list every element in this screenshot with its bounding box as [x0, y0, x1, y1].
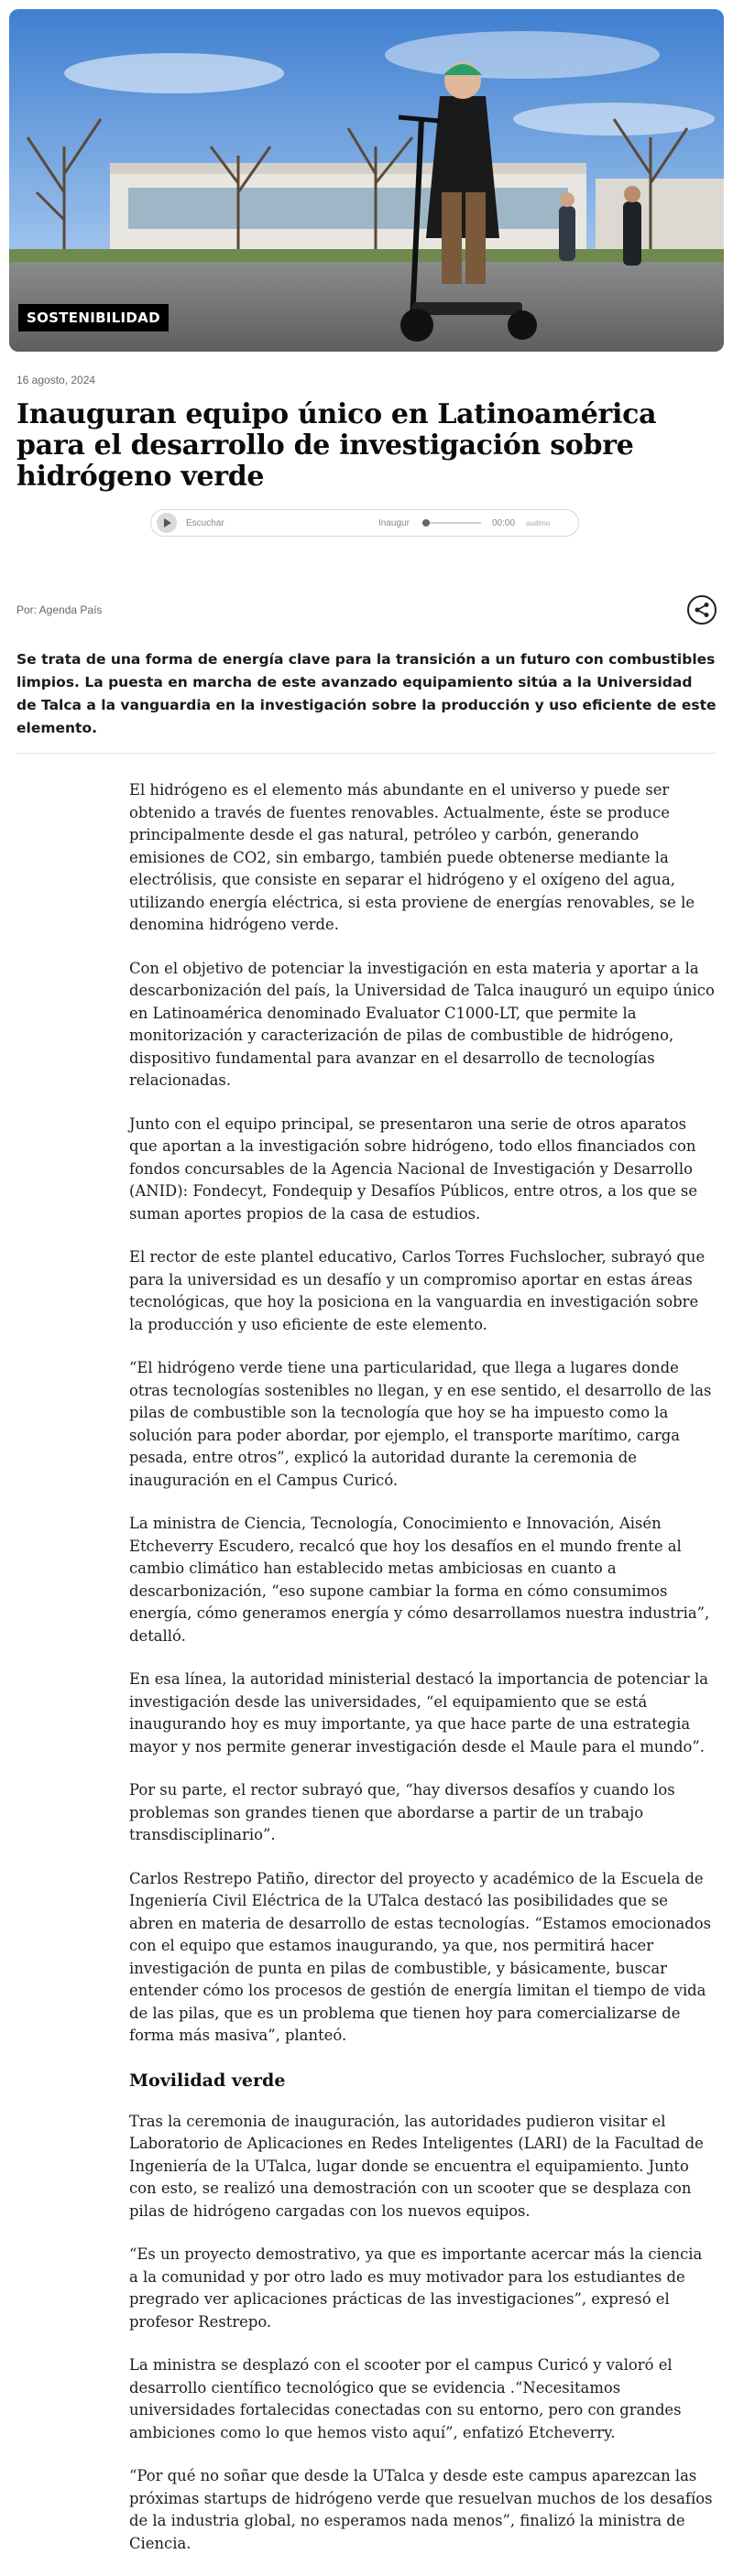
divider — [16, 753, 717, 754]
hero-image — [9, 9, 724, 352]
byline: Por: Agenda País — [16, 603, 103, 616]
article-paragraph: La ministra de Ciencia, Tecnología, Conocimiento e Innovación, Aisén Etcheverry Escudero, recalcó que hoy los desafíos en el mundo frente al cambio climático han establecido metas ambiciosas en cuanto a descarbonización, “eso supone cambiar la forma en cómo consumimos energía, cómo generamos energía y cómo desarrollamos nuestra industria”, detalló. — [129, 1515, 710, 1645]
article-paragraph: El hidrógeno es el elemento más abundante en el universo y puede ser obtenido a través de fuentes renovables. Actualmente, éste se produce principalmente desde el gas natural, petróleo y carbón, generando emisiones de CO2, sin embargo, también puede obtenerse mediante la electrólisis, que consiste en separar el hidrógeno y el oxígeno del agua, utilizando energía eléctrica, si esta proviene de energías renovables, se le denomina hidrógeno verde. — [129, 781, 695, 933]
publish-date: 16 agosto, 2024 — [16, 374, 96, 386]
player-time: 00:00 — [492, 517, 516, 528]
progress-knob[interactable] — [422, 519, 430, 527]
player-brand[interactable]: audimo — [526, 518, 551, 527]
category-badge[interactable]: SOSTENIBILIDAD — [18, 304, 169, 332]
article-paragraph: Por su parte, el rector subrayó que, “hay diversos desafíos y cuando los problemas son grandes tienen que abordarse a partir de un trabajo transdisciplinario”. — [129, 1781, 675, 1843]
hero-photo — [9, 9, 724, 352]
article-paragraph: Con el objetivo de potenciar la investigación en esta materia y aportar a la descarbonización del país, la Universidad de Talca inauguró un equipo único en Latinoamérica denominado Evaluator C1000-LT, que permite la monitorización y caracterización de pilas de combustible de hidrógeno, dispositivo fundamental para avanzar en el desarrollo de tecnologías relacionadas. — [129, 959, 715, 1089]
article-paragraph: Carlos Restrepo Patiño, director del proyecto y académico de la Escuela de Ingeniería Civil Eléctrica de la UTalca destacó las posibilidades que se abren en materia de desarrollo de estas tecnologías. “Estamos emocionados con el equipo que estamos inaugurando, ya que, nos permitirá hacer investigación de punta en pilas de combustible, y básicamente, buscar entender cómo los procesos de gestión de energía limitan el tiempo de vida de las pilas, que es un problema que tienen hoy para comercializarse de forma más masiva”, planteó. — [129, 1869, 712, 2044]
share-icon — [694, 602, 710, 618]
article-body — [129, 779, 716, 2555]
article-title: Inauguran equipo único en Latinoamérica para el desarrollo de investigación sobre hidrógeno verde — [16, 398, 657, 493]
play-icon[interactable] — [157, 513, 177, 533]
article-paragraph: “Por qué no soñar que desde la UTalca y desde este campus aparezcan las próximas startups de hidrógeno verde que resuelvan muchos de los desafíos de la industria global, no esperamos nada menos”, finalizó la ministra de Ciencia. — [129, 2467, 713, 2552]
section-subheading: Movilidad verde — [129, 2070, 286, 2091]
progress-slider[interactable] — [422, 522, 481, 524]
article-paragraph: “El hidrógeno verde tiene una particularidad, que llega a lugares donde otras tecnologías sostenibles no llegan, y en ese sentido, el desarrollo de las pilas de combustible son la tecnología que hoy se ha impuesto como la solución para poder abordar, por ejemplo, el transporte marítimo, carga pesada, entre otros”, explicó la autoridad durante la ceremonia de inauguración en el Campus Curicó. — [129, 1359, 712, 1489]
article-lead: Se trata de una forma de energía clave para la transición a un futuro con combustibles limpios. La puesta en marcha de este avanzado equipamiento sitúa a la Universidad de Talca a la vanguardia en la investigación sobre la producción y uso eficiente de este elemento. — [16, 651, 717, 736]
article-paragraph: El rector de este plantel educativo, Carlos Torres Fuchslocher, subrayó que para la universidad es un desafío y un compromiso aportar en estas áreas tecnológicas, que hoy la posiciona en la vanguardia en investigación sobre la producción y uso eficiente de este elemento. — [129, 1248, 706, 1333]
share-button[interactable] — [687, 595, 717, 625]
article-paragraph: En esa línea, la autoridad ministerial destacó la importancia de potenciar la investigación desde las universidades, “el equipamiento que se está inaugurando hoy es muy importante, ya que hace parte de una estrategia mayor y nos permite generar investigación desde el Maule para el mundo”. — [129, 1670, 708, 1755]
byline-row — [16, 595, 717, 625]
article-paragraph: Tras la ceremonia de inauguración, las autoridades pudieron visitar el Laboratorio de Aplicaciones en Redes Inteligentes (LARI) de la Facultad de Ingeniería de la UTalca, lugar donde se encuentra el equipamiento. Junto con esto, se realizó una demostración con un scooter que se desplaza con pilas de hidrógeno cargadas con los nuevos equipos. — [129, 2112, 704, 2220]
player-label: Escuchar — [186, 517, 224, 528]
audio-player — [150, 509, 579, 537]
page — [0, 9, 733, 2555]
article-paragraph: “Es un proyecto demostrativo, ya que es importante acercar más la ciencia a la comunidad y por otro lado es muy motivador para los estudiantes de pregrado ver aplicaciones prácticas de las investigaciones”, expresó el profesor Restrepo. — [129, 2245, 703, 2331]
player-track-title: Inaugur — [378, 517, 410, 528]
article-paragraph: La ministra se desplazó con el scooter por el campus Curicó y valoró el desarrollo científico tecnológico que se evidencia .“Necesitamos universidades fortalecidas conectadas con su entorno, pero con grandes ambiciones como lo que hemos visto aquí”, enfatizó Etcheverry. — [129, 2356, 682, 2441]
article-paragraph: Junto con el equipo principal, se presentaron una serie de otros aparatos que aportan a la investigación sobre hidrógeno, todo ellos financiados con fondos concursables de la Agencia Nacional de Investigación y Desarrollo (ANID): Fondecyt, Fondequip y Desafíos Públicos, entre otros, a los que se suman aportes propios de la casa de estudios. — [129, 1114, 698, 1223]
